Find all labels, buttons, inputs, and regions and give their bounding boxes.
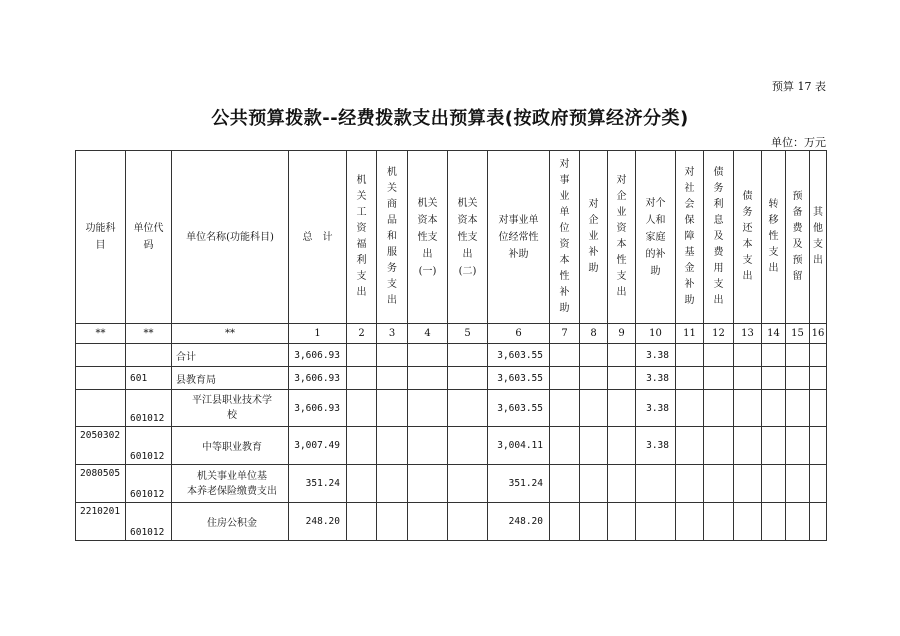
unit-label: 单位：万元 [771, 136, 826, 149]
unit-name-cell: 中等职业教育 [172, 427, 289, 465]
func-code-cell: 2080505 [76, 465, 126, 503]
func-code-cell [76, 344, 126, 367]
total-cell: 3,606.93 [289, 344, 347, 367]
seq-cell: 9 [608, 324, 636, 344]
household-subsidy-cell: 3.38 [636, 344, 676, 367]
header-staff-salary: 机关工资福利支出 [347, 151, 377, 324]
household-subsidy-cell [636, 503, 676, 541]
total-cell: 3,606.93 [289, 367, 347, 390]
header-capital-2: 机关 资本 性支 出 (二) [448, 151, 488, 324]
seq-cell: 12 [704, 324, 734, 344]
unit-code-cell: 601012 [126, 390, 172, 427]
header-reserve: 预备费及预留 [786, 151, 810, 324]
seq-cell: 4 [408, 324, 448, 344]
seq-cell: 3 [377, 324, 408, 344]
seq-cell: 5 [448, 324, 488, 344]
unit-code-cell [126, 344, 172, 367]
header-transfer: 转移性支出 [762, 151, 786, 324]
seq-cell: 13 [734, 324, 762, 344]
func-code-cell: 2050302 [76, 427, 126, 465]
unit-name-cell: 合计 [172, 344, 289, 367]
unit-code-cell: 601012 [126, 503, 172, 541]
household-subsidy-cell: 3.38 [636, 427, 676, 465]
table-row [76, 344, 827, 367]
header-institution-capital: 对事业单位资本性补助 [550, 151, 580, 324]
header-household-subsidy: 对个 人和 家庭 的补 助 [636, 151, 676, 324]
header-social-security: 对社会保障基金补助 [676, 151, 704, 324]
institution-subsidy-cell: 3,603.55 [488, 344, 550, 367]
header-enterprise-subsidy: 对企业补助 [580, 151, 608, 324]
header-debt-principal: 债务还本支出 [734, 151, 762, 324]
institution-subsidy-cell: 351.24 [488, 465, 550, 503]
unit-name-cell: 机关事业单位基 本养老保险缴费支出 [172, 465, 289, 503]
seq-cell: 15 [786, 324, 810, 344]
institution-subsidy-cell: 3,004.11 [488, 427, 550, 465]
header-row [76, 151, 827, 324]
header-goods-services: 机关商品和服务支出 [377, 151, 408, 324]
sequence-row [76, 324, 827, 344]
institution-subsidy-cell: 3,603.55 [488, 390, 550, 427]
header-institution-subsidy: 对事业单 位经常性 补助 [488, 151, 550, 324]
seq-cell: 6 [488, 324, 550, 344]
func-code-cell: 2210201 [76, 503, 126, 541]
seq-cell: 8 [580, 324, 608, 344]
seq-cell: 10 [636, 324, 676, 344]
table-row [76, 390, 827, 427]
header-unit-code: 单位代 码 [126, 151, 172, 324]
institution-subsidy-cell: 248.20 [488, 503, 550, 541]
budget-table [75, 150, 827, 541]
household-subsidy-cell: 3.38 [636, 390, 676, 427]
unit-name-cell: 县教育局 [172, 367, 289, 390]
unit-code-cell: 601 [126, 367, 172, 390]
table-number: 预算 17 表 [772, 80, 826, 93]
seq-cell: ** [172, 324, 289, 344]
table-row [76, 503, 827, 541]
table-row [76, 367, 827, 390]
page-title: 公共预算拨款--经费拨款支出预算表(按政府预算经济分类) [211, 108, 689, 129]
seq-cell: 14 [762, 324, 786, 344]
total-cell: 3,606.93 [289, 390, 347, 427]
household-subsidy-cell: 3.38 [636, 367, 676, 390]
seq-cell: 11 [676, 324, 704, 344]
table-row [76, 465, 827, 503]
unit-name-cell: 住房公积金 [172, 503, 289, 541]
header-enterprise-capital: 对企业资本性支出 [608, 151, 636, 324]
seq-cell: 1 [289, 324, 347, 344]
seq-cell: 16 [810, 324, 827, 344]
household-subsidy-cell [636, 465, 676, 503]
total-cell: 248.20 [289, 503, 347, 541]
func-code-cell [76, 367, 126, 390]
total-cell: 3,007.49 [289, 427, 347, 465]
unit-code-cell: 601012 [126, 465, 172, 503]
seq-cell: 2 [347, 324, 377, 344]
header-debt-interest: 债务利息及费用支出 [704, 151, 734, 324]
unit-code-cell: 601012 [126, 427, 172, 465]
seq-cell: ** [76, 324, 126, 344]
total-cell: 351.24 [289, 465, 347, 503]
header-total: 总 计 [289, 151, 347, 324]
func-code-cell [76, 390, 126, 427]
institution-subsidy-cell: 3,603.55 [488, 367, 550, 390]
unit-name-cell: 平江县职业技术学 校 [172, 390, 289, 427]
header-unit-name: 单位名称(功能科目) [172, 151, 289, 324]
seq-cell: ** [126, 324, 172, 344]
header-other: 其他支出 [810, 151, 827, 324]
header-func-subject: 功能科 目 [76, 151, 126, 324]
seq-cell: 7 [550, 324, 580, 344]
header-capital-1: 机关 资本 性支 出 (一) [408, 151, 448, 324]
table-row [76, 427, 827, 465]
